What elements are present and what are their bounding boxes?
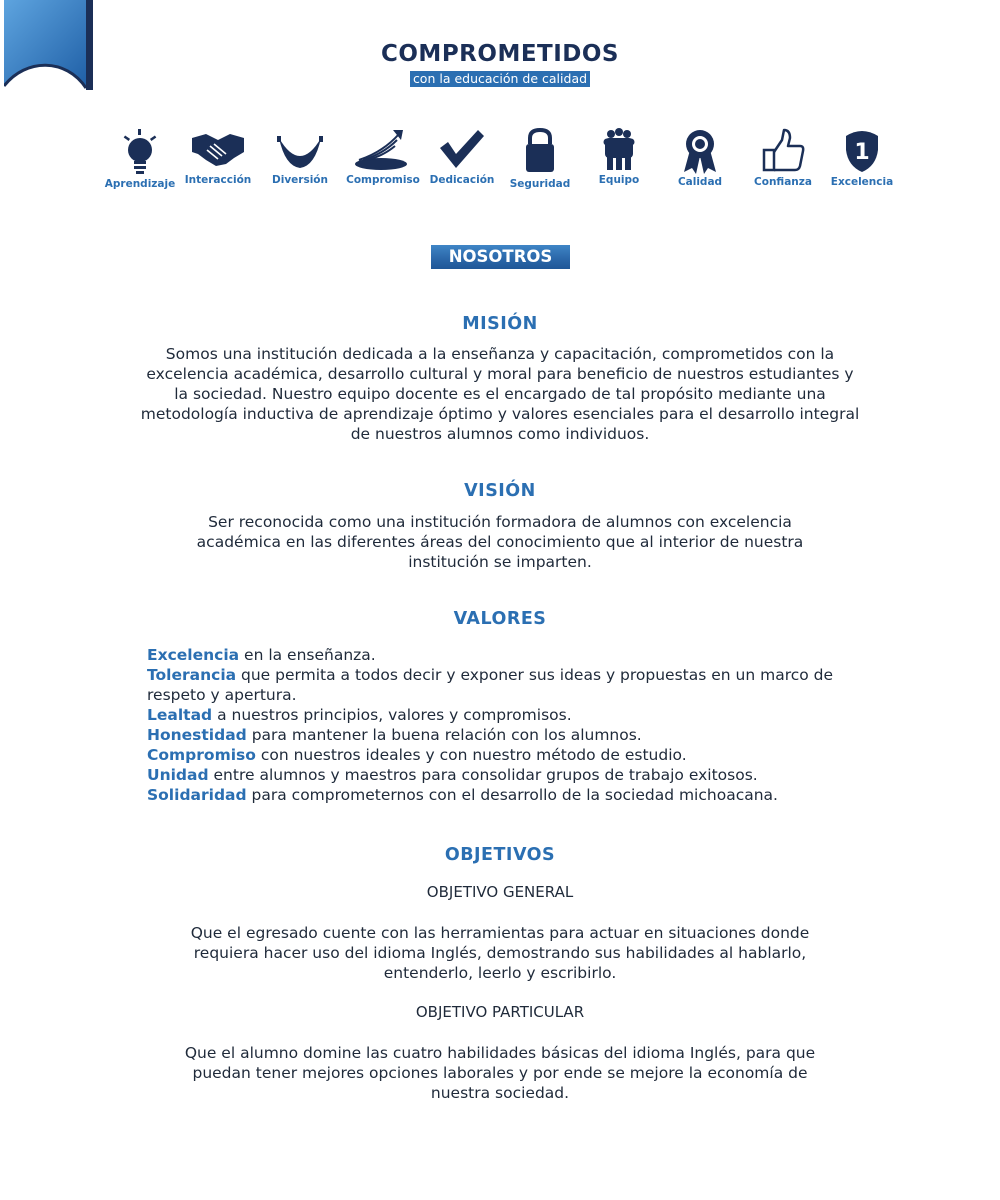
vision-heading: VISIÓN [464, 481, 536, 501]
icon-label: Dedicación [429, 174, 495, 186]
list-item [147, 765, 867, 785]
icon-item-seguridad[interactable] [500, 128, 580, 190]
section-title-nosotros: NOSOTROS [431, 245, 570, 269]
icon-label: Compromiso [346, 174, 420, 186]
handshake-icon [190, 128, 246, 172]
value-keyword: Honestidad [147, 726, 247, 744]
icon-label: Interacción [184, 174, 252, 186]
objetivo-particular-text: Que el alumno domine las cuatro habilidades básicas del idioma Inglés, para que puedan tener mejores opciones laborales y por ende se mejore la economía de nuestra sociedad. [184, 1044, 816, 1102]
value-description: en la enseñanza. [239, 646, 376, 664]
lightbulb-icon [118, 128, 162, 176]
objetivo-general-text: Que el egresado cuente con las herramientas para actuar en situaciones donde requiera hacer uso del idioma Inglés, demostrando sus habilidades al hablarlo, entenderlo, leerlo y escribirlo. [190, 924, 810, 982]
icon-item-interaccion[interactable] [178, 128, 258, 186]
icon-label: Calidad [677, 176, 723, 188]
checkmark-icon [438, 128, 486, 172]
value-keyword: Solidaridad [147, 786, 247, 804]
thumbs-up-icon [760, 128, 806, 174]
list-item [147, 665, 867, 705]
icon-label: Seguridad [509, 178, 571, 190]
icon-label: Aprendizaje [104, 178, 176, 190]
objetivos-heading: OBJETIVOS [444, 845, 556, 865]
values-icon-row [100, 128, 900, 198]
list-item [147, 705, 867, 725]
brand-header [0, 40, 1000, 87]
svg-text:1: 1 [854, 140, 870, 165]
value-description: con nuestros ideales y con nuestro método de estudio. [255, 746, 687, 764]
icon-label: Equipo [598, 174, 640, 186]
valores-list [147, 645, 867, 805]
value-description: que permita a todos decir y exponer sus ideas y propuestas en un marco de respeto y apertura. [147, 666, 834, 704]
value-description: para comprometernos con el desarrollo de la sociedad michoacana. [246, 786, 778, 804]
brand-subtitle: con la educación de calidad [410, 71, 590, 87]
icon-label: Diversión [272, 174, 328, 186]
icon-item-aprendizaje[interactable] [100, 128, 180, 190]
objetivo-particular-heading: OBJETIVO PARTICULAR [415, 1003, 585, 1021]
value-keyword: Compromiso [147, 746, 256, 764]
award-ribbon-icon [680, 128, 720, 174]
number-one-shield-icon [840, 128, 884, 174]
value-keyword: Lealtad [147, 706, 213, 724]
brand-title: COMPROMETIDOS [381, 41, 619, 67]
list-item [147, 725, 867, 745]
team-icon [599, 128, 639, 172]
value-keyword: Tolerancia [147, 666, 237, 684]
icon-item-diversion[interactable] [260, 128, 340, 186]
icon-label: Excelencia [830, 176, 894, 188]
icon-label: Confianza [754, 176, 812, 188]
value-keyword: Excelencia [147, 646, 240, 664]
icon-item-confianza[interactable] [743, 128, 823, 188]
valores-heading: VALORES [453, 609, 547, 629]
list-item [147, 785, 867, 805]
list-item [147, 745, 867, 765]
mision-heading: MISIÓN [462, 314, 538, 334]
icon-item-compromiso[interactable] [343, 128, 423, 186]
growth-arrow-icon [353, 128, 413, 172]
value-description: entre alumnos y maestros para consolidar grupos de trabajo exitosos. [208, 766, 758, 784]
icon-item-calidad[interactable] [660, 128, 740, 188]
value-keyword: Unidad [147, 766, 209, 784]
icon-item-excelencia[interactable] [822, 128, 902, 188]
objetivo-general-heading: OBJETIVO GENERAL [426, 883, 574, 901]
value-description: a nuestros principios, valores y compromisos. [212, 706, 572, 724]
list-item [147, 645, 867, 665]
vision-text: Ser reconocida como una institución formadora de alumnos con excelencia académica en las diferentes áreas del conocimiento que al interior de nuestra institución se imparten. [196, 513, 804, 571]
mision-text: Somos una institución dedicada a la enseñanza y capacitación, comprometidos con la excelencia académica, desarrollo cultural y moral para beneficio de nuestros estudiantes y la sociedad. Nuestro equipo docente es el encargado de tal propósito mediante una metodología inductiva de aprendizaje óptimo y valores esenciales para el desarrollo integral de nuestros alumnos como individuos. [140, 345, 860, 443]
value-description: para mantener la buena relación con los alumnos. [246, 726, 642, 744]
smile-icon [275, 128, 325, 172]
icon-item-equipo[interactable] [579, 128, 659, 186]
padlock-icon [520, 128, 560, 176]
icon-item-dedicacion[interactable] [422, 128, 502, 186]
